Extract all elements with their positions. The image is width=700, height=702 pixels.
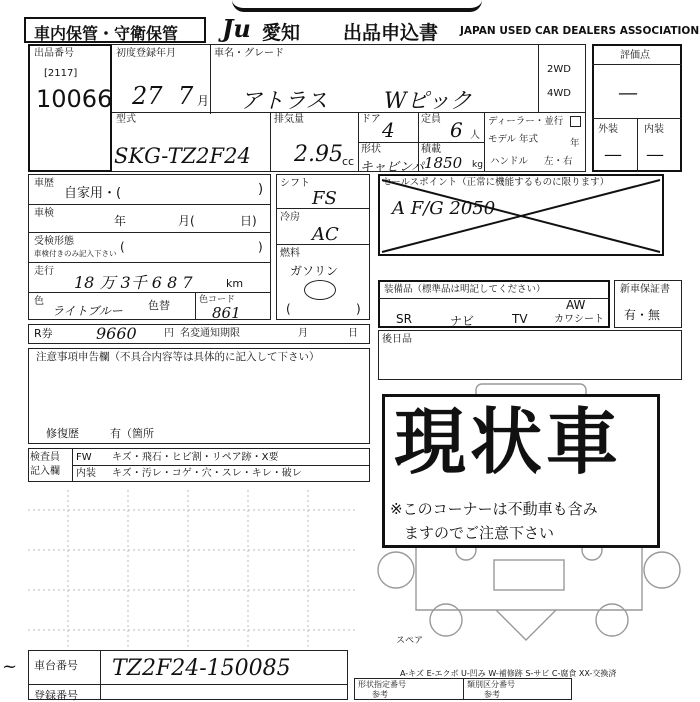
chassis-label: 車台番号 — [34, 659, 78, 672]
dealer-label: ディーラー・並行 — [488, 116, 564, 127]
check-in: 内装 — [76, 468, 96, 479]
load-unit: kg — [472, 160, 483, 170]
received-label: 受検形態 — [34, 236, 74, 247]
carname-value: アトラス — [240, 89, 328, 114]
carname-label: 車名・グレード — [214, 48, 284, 59]
ju-logo: Ju — [222, 14, 251, 43]
inspection-label: 車検 — [34, 208, 54, 219]
disp-label: 排気量 — [274, 114, 304, 125]
damage-legend: A-キズ E-エクボ U-凹み W-補修跡 S-サビ C-腐食 XX-交換済 — [400, 669, 617, 678]
shape-label: 形状 — [361, 144, 381, 155]
color-label: 色 — [34, 296, 44, 307]
shift-value: FS — [312, 188, 337, 209]
repair-label: 修復歴 — [46, 427, 79, 440]
dealer-year-unit: 年 — [570, 138, 580, 149]
inspection-day: 日) — [240, 214, 257, 228]
recycle-deadline: 名変通知期限 — [180, 328, 240, 339]
fuel-label: 燃料 — [280, 248, 300, 259]
score-value: — — [618, 80, 638, 104]
score-label: 評価点 — [620, 50, 650, 61]
equip-tv: TV — [512, 312, 528, 326]
repair-value: 有（箇所 — [110, 427, 154, 440]
disp-value: 2.95 — [294, 142, 343, 167]
storage-text: 車内保管・守衛保管 — [34, 24, 179, 43]
regno-label: 登録番号 — [34, 689, 78, 702]
english-title: JAPAN USED CAR DEALERS ASSOCIATION — [460, 25, 700, 37]
fuel-circle — [304, 280, 336, 300]
mileage-value: 18 万 3千 6 8 7 — [74, 273, 193, 292]
footer-r2: 参考 — [484, 690, 500, 699]
ac-label: 冷房 — [280, 212, 300, 223]
cap-unit: 人 — [470, 130, 480, 141]
stamp-title: 現状車 — [394, 400, 623, 484]
chassis-value: TZ2F24-150085 — [112, 656, 291, 681]
header-top-marks — [232, 0, 482, 12]
cap-value: 6 — [450, 118, 463, 142]
exterior-label: 外装 — [598, 124, 618, 135]
equipment-label: 装備品（標準品は明記してください） — [384, 284, 546, 295]
fuel-value: ガソリン — [290, 264, 339, 278]
color-change: 色替 — [148, 299, 170, 312]
lot-label: 出品番号 — [34, 48, 74, 59]
equip-navi: ナビ — [450, 314, 475, 328]
doors-label: ドア — [361, 114, 381, 125]
org-name: 愛知 — [262, 22, 301, 44]
sales-point-value: A F/G 2050 — [392, 198, 496, 219]
dealer-handle: ハンドル — [490, 156, 529, 167]
exterior-value: — — [604, 144, 622, 165]
sketch-grid — [28, 490, 358, 650]
recycle-month: 月 — [298, 328, 308, 339]
check-in-items: キズ・汚レ・コゲ・穴・スレ・キレ・破レ — [112, 468, 302, 479]
load-label: 積載 — [421, 144, 441, 155]
check-label2: 記入欄 — [30, 466, 60, 477]
model-value: SKG-TZ2F24 — [114, 144, 251, 168]
disp-unit: cc — [342, 155, 355, 168]
sales-point-label: セールスポイント（正常に機能するものに限ります） — [382, 177, 610, 188]
spare-label: スペア — [396, 636, 424, 646]
received-note: 車検付きのみ記入下さい — [34, 249, 117, 258]
later-label: 後日品 — [382, 334, 412, 345]
check-fw: FW — [76, 452, 92, 463]
equip-sr: SR — [396, 312, 412, 326]
reg-year: 27 — [132, 82, 163, 110]
footer-l1: 形状指定番号 — [358, 680, 406, 689]
check-fw-items: キズ・飛石・ヒビ割・リペア跡・X要 — [112, 452, 279, 463]
storage-box — [24, 17, 206, 43]
footer-l2: 参考 — [372, 690, 388, 699]
drive-4wd: 4WD — [547, 88, 571, 99]
mileage-label: 走行 — [34, 266, 54, 277]
shift-label: シフト — [280, 178, 310, 189]
reg-label: 初度登録年月 — [116, 48, 176, 59]
reg-month: 7 — [178, 82, 194, 110]
dealer-checkbox — [570, 116, 581, 127]
grade-value: Wピック — [384, 89, 472, 114]
model-label: 型式 — [116, 114, 136, 125]
stamp-note2: ますのでご注意下さい — [404, 524, 555, 542]
recycle-day: 日 — [348, 328, 358, 339]
doors-value: 4 — [382, 118, 395, 142]
usage-value: 自家用・( — [64, 186, 122, 201]
drive-2wd: 2WD — [547, 64, 571, 75]
dealer-handle-opts: 左・右 — [544, 156, 573, 167]
inspection-year: 年 — [114, 214, 127, 228]
recycle-value: 9660 — [96, 324, 137, 343]
check-label1: 検査員 — [30, 452, 60, 463]
color-code: 861 — [212, 304, 241, 322]
inspection-month: 月( — [178, 214, 195, 228]
dealer-model-year: モデル 年式 — [488, 134, 539, 145]
form-title: 出品申込書 — [343, 22, 439, 44]
later-box — [378, 330, 682, 380]
shape-value: キャビンパ — [360, 160, 425, 175]
color-code-label: 色コード — [199, 295, 236, 305]
lot-sub: [2117] — [44, 68, 78, 79]
mileage-unit: km — [226, 277, 244, 290]
recycle-unit: 円 — [164, 328, 174, 339]
warranty-label: 新車保証書 — [620, 284, 670, 295]
color-value: ライトブルー — [52, 304, 123, 318]
stamp-note1: ※このコーナーは不動車も含み — [390, 500, 598, 518]
equip-leather: カワシート — [554, 314, 604, 325]
usage-label: 車歴 — [34, 178, 54, 189]
load-value: 1850 — [424, 154, 463, 172]
interior-value: — — [646, 144, 664, 165]
ac-value: AC — [312, 224, 339, 245]
reg-month-unit: 月 — [197, 94, 210, 108]
equip-aw: AW — [566, 298, 586, 312]
cap-label: 定員 — [421, 114, 441, 125]
notes-label: 注意事項申告欄（不具合内容等は具体的に記入して下さい） — [36, 351, 320, 363]
footer-r1: 類別区分番号 — [467, 680, 515, 689]
recycle-label: R券 — [34, 327, 53, 340]
interior-label: 内装 — [644, 124, 664, 135]
warranty-value: 有・無 — [624, 308, 661, 322]
lot-number: 10066 — [36, 85, 113, 113]
